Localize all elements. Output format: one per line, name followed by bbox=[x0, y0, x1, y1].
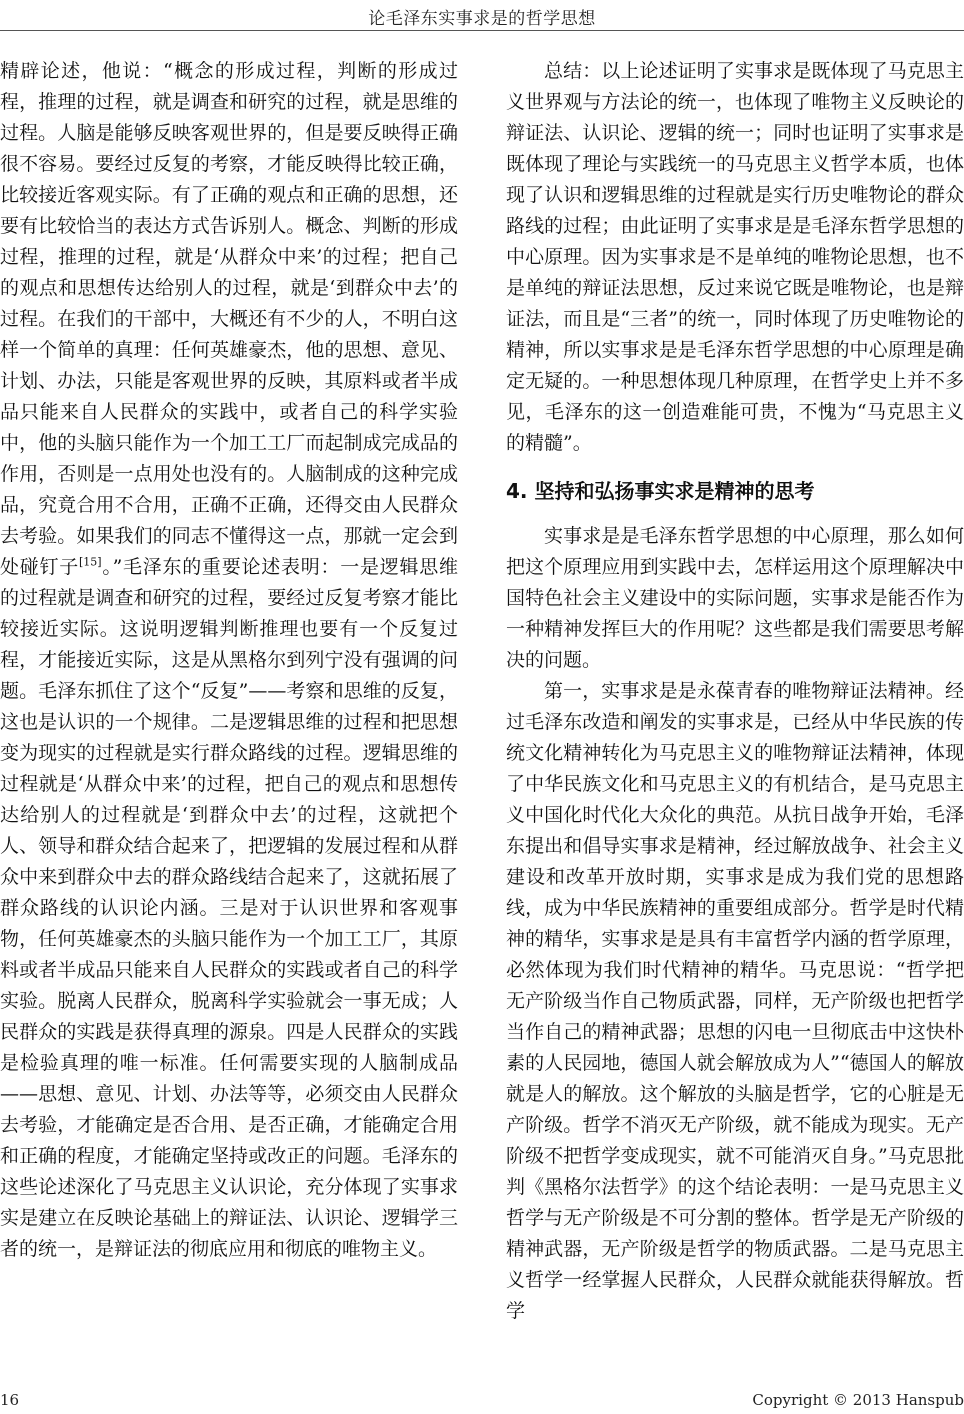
citation-reference[interactable]: [15] bbox=[79, 555, 102, 569]
left-column bbox=[0, 56, 458, 1265]
body-paragraph: 第一，实事求是是永葆青春的唯物辩证法精神。经过毛泽东改造和阐发的实事求是，已经从中华民族的传统文化精神转化为马克思主义的唯物辩证法精神，体现了中华民族文化和马克思主义的有机结合，是马克思主义中国化时代化大众化的典范。从抗日战争开始，毛泽东提出和倡导实事求是精神，经过解放战争、社会主义建设和改革开放时期，实事求是成为我们党的思想路线，成为中华民族精神的重要组成部分。哲学是时代精神的精华，实事求是是具有丰富哲学内涵的哲学原理，必然体现为我们时代精神的精华。马克思说：“哲学把无产阶级当作自己物质武器，同样，无产阶级也把哲学当作自己的精神武器；思想的闪电一旦彻底击中这快朴素的人民园地，德国人就会解放成为人”“德国人的解放就是人的解放。这个解放的头脑是哲学，它的心脏是无产阶级。哲学不消灭无产阶级，就不能成为现实。无产阶级不把哲学变成现实，就不可能消灭自身。”马克思批判《黑格尔法哲学》的这个结论表明：一是马克思主义哲学与无产阶级是不可分割的整体。哲学是无产阶级的精神武器，无产阶级是哲学的物质武器。二是马克思主义哲学一经掌握人民群众，人民群众就能获得解放。哲学 bbox=[506, 680, 964, 1322]
header-rule bbox=[0, 30, 964, 31]
section-heading: 4. 坚持和弘扬事实求是精神的思考 bbox=[506, 479, 815, 503]
running-header: 论毛泽东实事求是的哲学思想 bbox=[368, 9, 596, 29]
right-column bbox=[506, 56, 964, 1327]
body-paragraph: 实事求是是毛泽东哲学思想的中心原理，那么如何把这个原理应用到实践中去，怎样运用这个原理解决中国特色社会主义建设中的实际问题，实事求是能否作为一种精神发挥巨大的作用呢？这些都是我们需要思考解决的问题。 bbox=[506, 525, 964, 671]
body-paragraph bbox=[0, 56, 458, 1265]
paragraph-text: 精辟论述，他说：“概念的形成过程，判断的形成过程，推理的过程，就是调查和研究的过程，就是思维的过程。人脑是能够反映客观世界的，但是要反映得正确很不容易。要经过反复的考察，才能反映得比较正确，比较接近客观实际。有了正确的观点和正确的思想，还要有比较恰当的表达方式告诉别人。概念、判断的形成过程，推理的过程，就是‘从群众中来’的过程；把自己的观点和思想传达给别人的过程，就是‘到群众中去’的过程。在我们的干部中，大概还有不少的人，不明白这样一个简单的真理：任何英雄豪杰，他的思想、意见、计划、办法，只能是客观世界的反映，其原料或者半成品只能来自人民群众的实践中，或者自己的科学实验中，他的头脑只能作为一个加工工厂而起制成完成品的作用，否则是一点用处也没有的。人脑制成的这种完成品，究竟合用不合用，正确不正确，还得交由人民群众去考验。如果我们的同志不懂得这一点，那就一定会到处碰钉子 bbox=[0, 60, 458, 578]
summary-paragraph: 总结：以上论述证明了实事求是既体现了马克思主义世界观与方法论的统一，也体现了唯物主义反映论的辩证法、认识论、逻辑的统一；同时也证明了实事求是既体现了理论与实践统一的马克思主义哲学本质，也体现了认识和逻辑思维的过程就是实行历史唯物论的群众路线的过程；由此证明了实事求是是毛泽东哲学思想的中心原理。因为实事求是不是单纯的唯物论思想，也不是单纯的辩证法思想，反过来说它既是唯物论，也是辩证法，而且是“三者”的统一，同时体现了历史唯物论的精神，所以实事求是是毛泽东哲学思想的中心原理是确定无疑的。一种思想体现几种原理，在哲学史上并不多见，毛泽东的这一创造难能可贵，不愧为“马克思主义的精髓”。 bbox=[506, 60, 964, 454]
copyright-notice: Copyright © 2013 Hanspub bbox=[752, 1391, 964, 1409]
paragraph-text: 。”毛泽东的重要论述表明：一是逻辑思维的过程就是调查和研究的过程，要经过反复考察才能比较接近实际。这说明逻辑判断推理也要有一个反复过程，才能接近实际，这是从黑格尔到列宁没有强调的问题。毛泽东抓住了这个“反复”——考察和思维的反复，这也是认识的一个规律。二是逻辑思维的过程和把思想变为现实的过程就是实行群众路线的过程。逻辑思维的过程就是‘从群众中来’的过程，把自己的观点和思想传达给别人的过程就是‘到群众中去’的过程，这就把个人、领导和群众结合起来了，把逻辑的发展过程和从群众中来到群众中去的群众路线结合起来了，这就拓展了群众路线的认识论内涵。三是对于认识世界和客观事物，任何英雄豪杰的头脑只能作为一个加工工厂，其原料或者半成品只能来自人民群众的实践或者自己的科学实验。脱离人民群众，脱离科学实验就会一事无成；人民群众的实践是获得真理的源泉。四是人民群众的实践是检验真理的唯一标准。任何需要实现的人脑制成品——思想、意见、计划、办法等等，必须交由人民群众去考验，才能确定是否合用、是否正确，才能确定合用和正确的程度，才能确定坚持或改正的问题。毛泽东的这些论述深化了马克思主义认识论，充分体现了实事求实是建立在反映论基础上的辩证法、认识论、逻辑学三者的统一，是辩证法的彻底应用和彻底的唯物主义。 bbox=[0, 556, 458, 1260]
page-number: 16 bbox=[0, 1391, 20, 1409]
